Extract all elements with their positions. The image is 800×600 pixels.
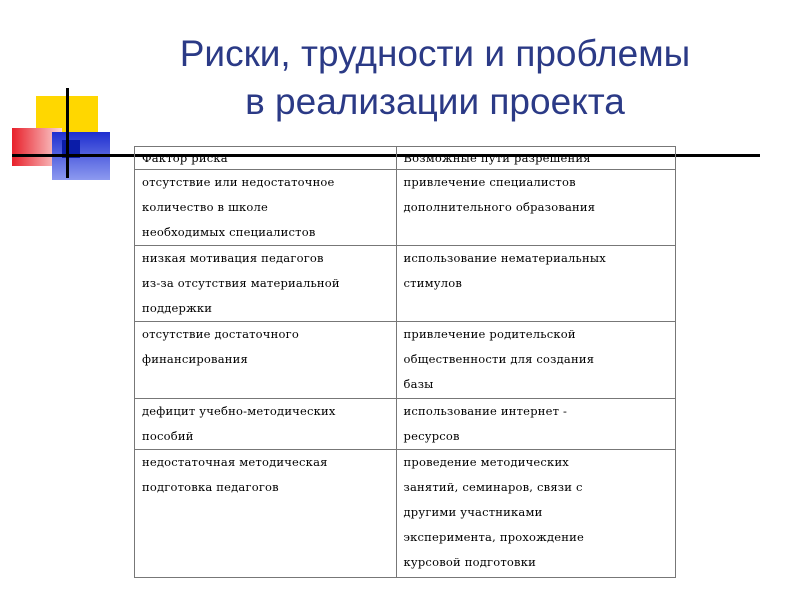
risk-factor-text: недостаточная методическая подготовка педагогов bbox=[142, 455, 328, 494]
risk-factor-cell bbox=[135, 246, 397, 322]
solution-cell bbox=[396, 246, 675, 322]
solution-text: использование интернет - ресурсов bbox=[403, 404, 568, 443]
solution-cell bbox=[396, 322, 675, 399]
solution-text: привлечение родительской общественности для создания базы bbox=[403, 327, 595, 391]
table-row bbox=[135, 170, 676, 246]
solution-text: проведение методических занятий, семинаров, связи с другими участниками эксперимента, прохождение курсовой подготовки bbox=[403, 455, 584, 569]
risk-factor-cell bbox=[135, 170, 397, 246]
table-row bbox=[135, 246, 676, 322]
header-risk-factor: Фактор риска bbox=[135, 147, 397, 170]
risk-factor-cell bbox=[135, 450, 397, 578]
table-row bbox=[135, 450, 676, 578]
solution-text: использование нематериальных стимулов bbox=[403, 251, 606, 290]
solution-text: привлечение специалистов дополнительного образования bbox=[403, 175, 596, 214]
risk-factor-text: отсутствие достаточного финансирования bbox=[142, 327, 299, 366]
slide-title bbox=[150, 30, 720, 126]
risk-factor-cell bbox=[135, 399, 397, 450]
solution-cell bbox=[396, 450, 675, 578]
solution-cell bbox=[396, 399, 675, 450]
risk-factor-cell bbox=[135, 322, 397, 399]
title-line-2: в реализации проекта bbox=[245, 81, 625, 122]
vertical-line-decoration bbox=[66, 88, 69, 178]
solution-cell bbox=[396, 170, 675, 246]
table-row bbox=[135, 399, 676, 450]
risks-table bbox=[134, 146, 676, 578]
table-header-row bbox=[135, 147, 676, 170]
header-solutions: Возможные пути разрешения bbox=[396, 147, 675, 170]
risk-factor-text: низкая мотивация педагогов из-за отсутствия материальной поддержки bbox=[142, 251, 340, 315]
table-row bbox=[135, 322, 676, 399]
risk-factor-text: дефицит учебно-методических пособий bbox=[142, 404, 336, 443]
title-line-1: Риски, трудности и проблемы bbox=[179, 33, 691, 74]
risk-factor-text: отсутствие или недостаточное количество в школе необходимых специалистов bbox=[142, 175, 335, 239]
